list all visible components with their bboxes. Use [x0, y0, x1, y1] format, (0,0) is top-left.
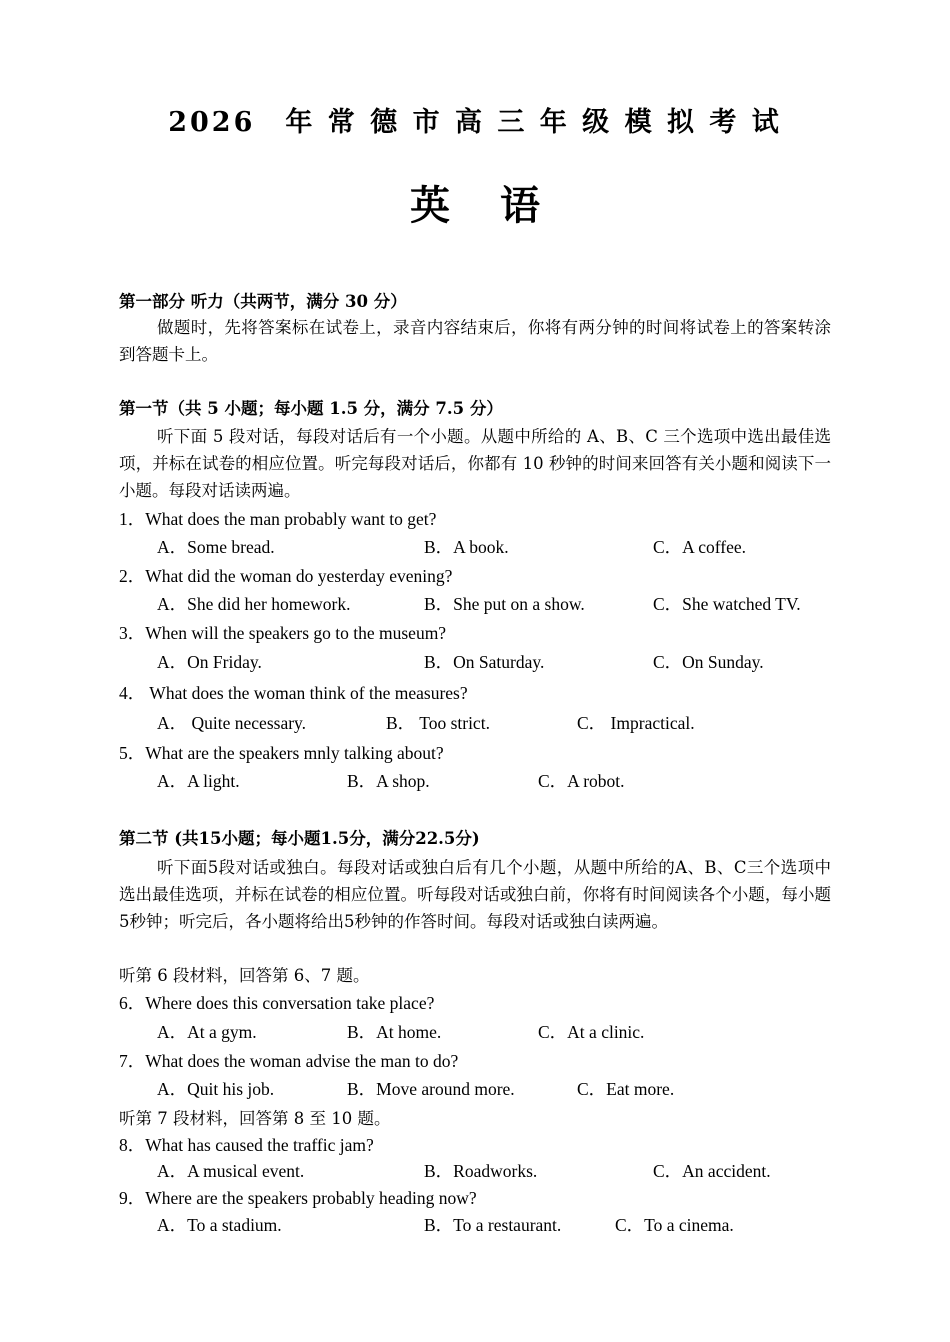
option-c: C．At a clinic.	[538, 1022, 645, 1042]
question-stem: 8．What has caused the traffic jam?	[119, 1135, 374, 1155]
section1-instruction: 听下面 5 段对话，每段对话后有一个小题。从题中所给的 A、B、C 三个选项中选出最佳选项，并标在试卷的相应位置。听完每段对话后，你都有 10 秒钟的时间来回答有关小题和阅读下一小题。每段对话读两遍。	[119, 427, 831, 500]
question-stem: 5．What are the speakers mnly talking about?	[119, 743, 444, 763]
option-b: B．She put on a show.	[424, 594, 585, 614]
question-stem: 3．When will the speakers go to the museum?	[119, 623, 447, 643]
option-a: A．She did her homework.	[157, 594, 351, 614]
option-c: C．An accident.	[653, 1161, 771, 1181]
part1-heading: 第一部分 听力（共两节，满分 30 分）	[119, 292, 407, 311]
subject-title: 英语	[410, 183, 590, 229]
part1-instruction: 做题时，先将答案标在试卷上，录音内容结束后，你将有两分钟的时间将试卷上的答案转涂到答题卡上。	[119, 318, 831, 364]
option-b: B．To a restaurant.	[424, 1215, 562, 1235]
section1-heading: 第一节（共 5 小题；每小题 1.5 分，满分 7.5 分）	[119, 399, 503, 418]
option-c: C．A robot.	[538, 771, 625, 791]
question-stem: 1．What does the man probably want to get?	[119, 509, 437, 529]
option-c: C．She watched TV.	[653, 594, 801, 614]
section2-heading: 第二节 (共15小题；每小题1.5分，满分22.5分)	[119, 829, 480, 848]
option-b: B．On Saturday.	[424, 652, 545, 672]
option-b: B． Too strict.	[386, 713, 490, 733]
question-stem: 6．Where does this conversation take place?	[119, 993, 435, 1013]
option-b: B．A shop.	[347, 771, 430, 791]
option-c: C．Eat more.	[577, 1079, 675, 1099]
section2-instruction: 听下面5段对话或独白。每段对话或独白后有几个小题，从题中所给的A、B、C三个选项中选出最佳选项，并标在试卷的相应位置。听每段对话或独白前，你将有时间阅读各个小题，每小题5秒钟；听完后，各小题将给出5秒钟的作答时间。每段对话或独白读两遍。	[119, 858, 831, 931]
option-a: A．On Friday.	[157, 652, 262, 672]
option-c: C．To a cinema.	[615, 1215, 734, 1235]
option-b: B．A book.	[424, 537, 509, 557]
option-a: A．To a stadium.	[157, 1215, 282, 1235]
exam-title: 2026 年 常 德 市 高 三 年 级 模 拟 考 试	[168, 107, 782, 138]
material-6-note: 听第 6 段材料，回答第 6、7 题。	[119, 966, 370, 985]
option-c: C．On Sunday.	[653, 652, 764, 672]
option-a: A．A musical event.	[157, 1161, 305, 1181]
option-c: C．A coffee.	[653, 537, 746, 557]
material-7-note: 听第 7 段材料，回答第 8 至 10 题。	[119, 1109, 391, 1128]
option-b: B．Roadworks.	[424, 1161, 538, 1181]
question-stem: 9．Where are the speakers probably heading now?	[119, 1188, 477, 1208]
option-b: B．Move around more.	[347, 1079, 515, 1099]
option-a: A．A light.	[157, 771, 240, 791]
option-a: A．Some bread.	[157, 537, 275, 557]
option-a: A．Quit his job.	[157, 1079, 275, 1099]
question-stem: 7．What does the woman advise the man to do?	[119, 1051, 459, 1071]
option-b: B．At home.	[347, 1022, 442, 1042]
option-a: A．At a gym.	[157, 1022, 257, 1042]
option-c: C． Impractical.	[577, 713, 695, 733]
question-stem: 2．What did the woman do yesterday evening?	[119, 566, 453, 586]
option-a: A． Quite necessary.	[157, 713, 307, 733]
question-stem: 4． What does the woman think of the measures?	[119, 683, 468, 703]
